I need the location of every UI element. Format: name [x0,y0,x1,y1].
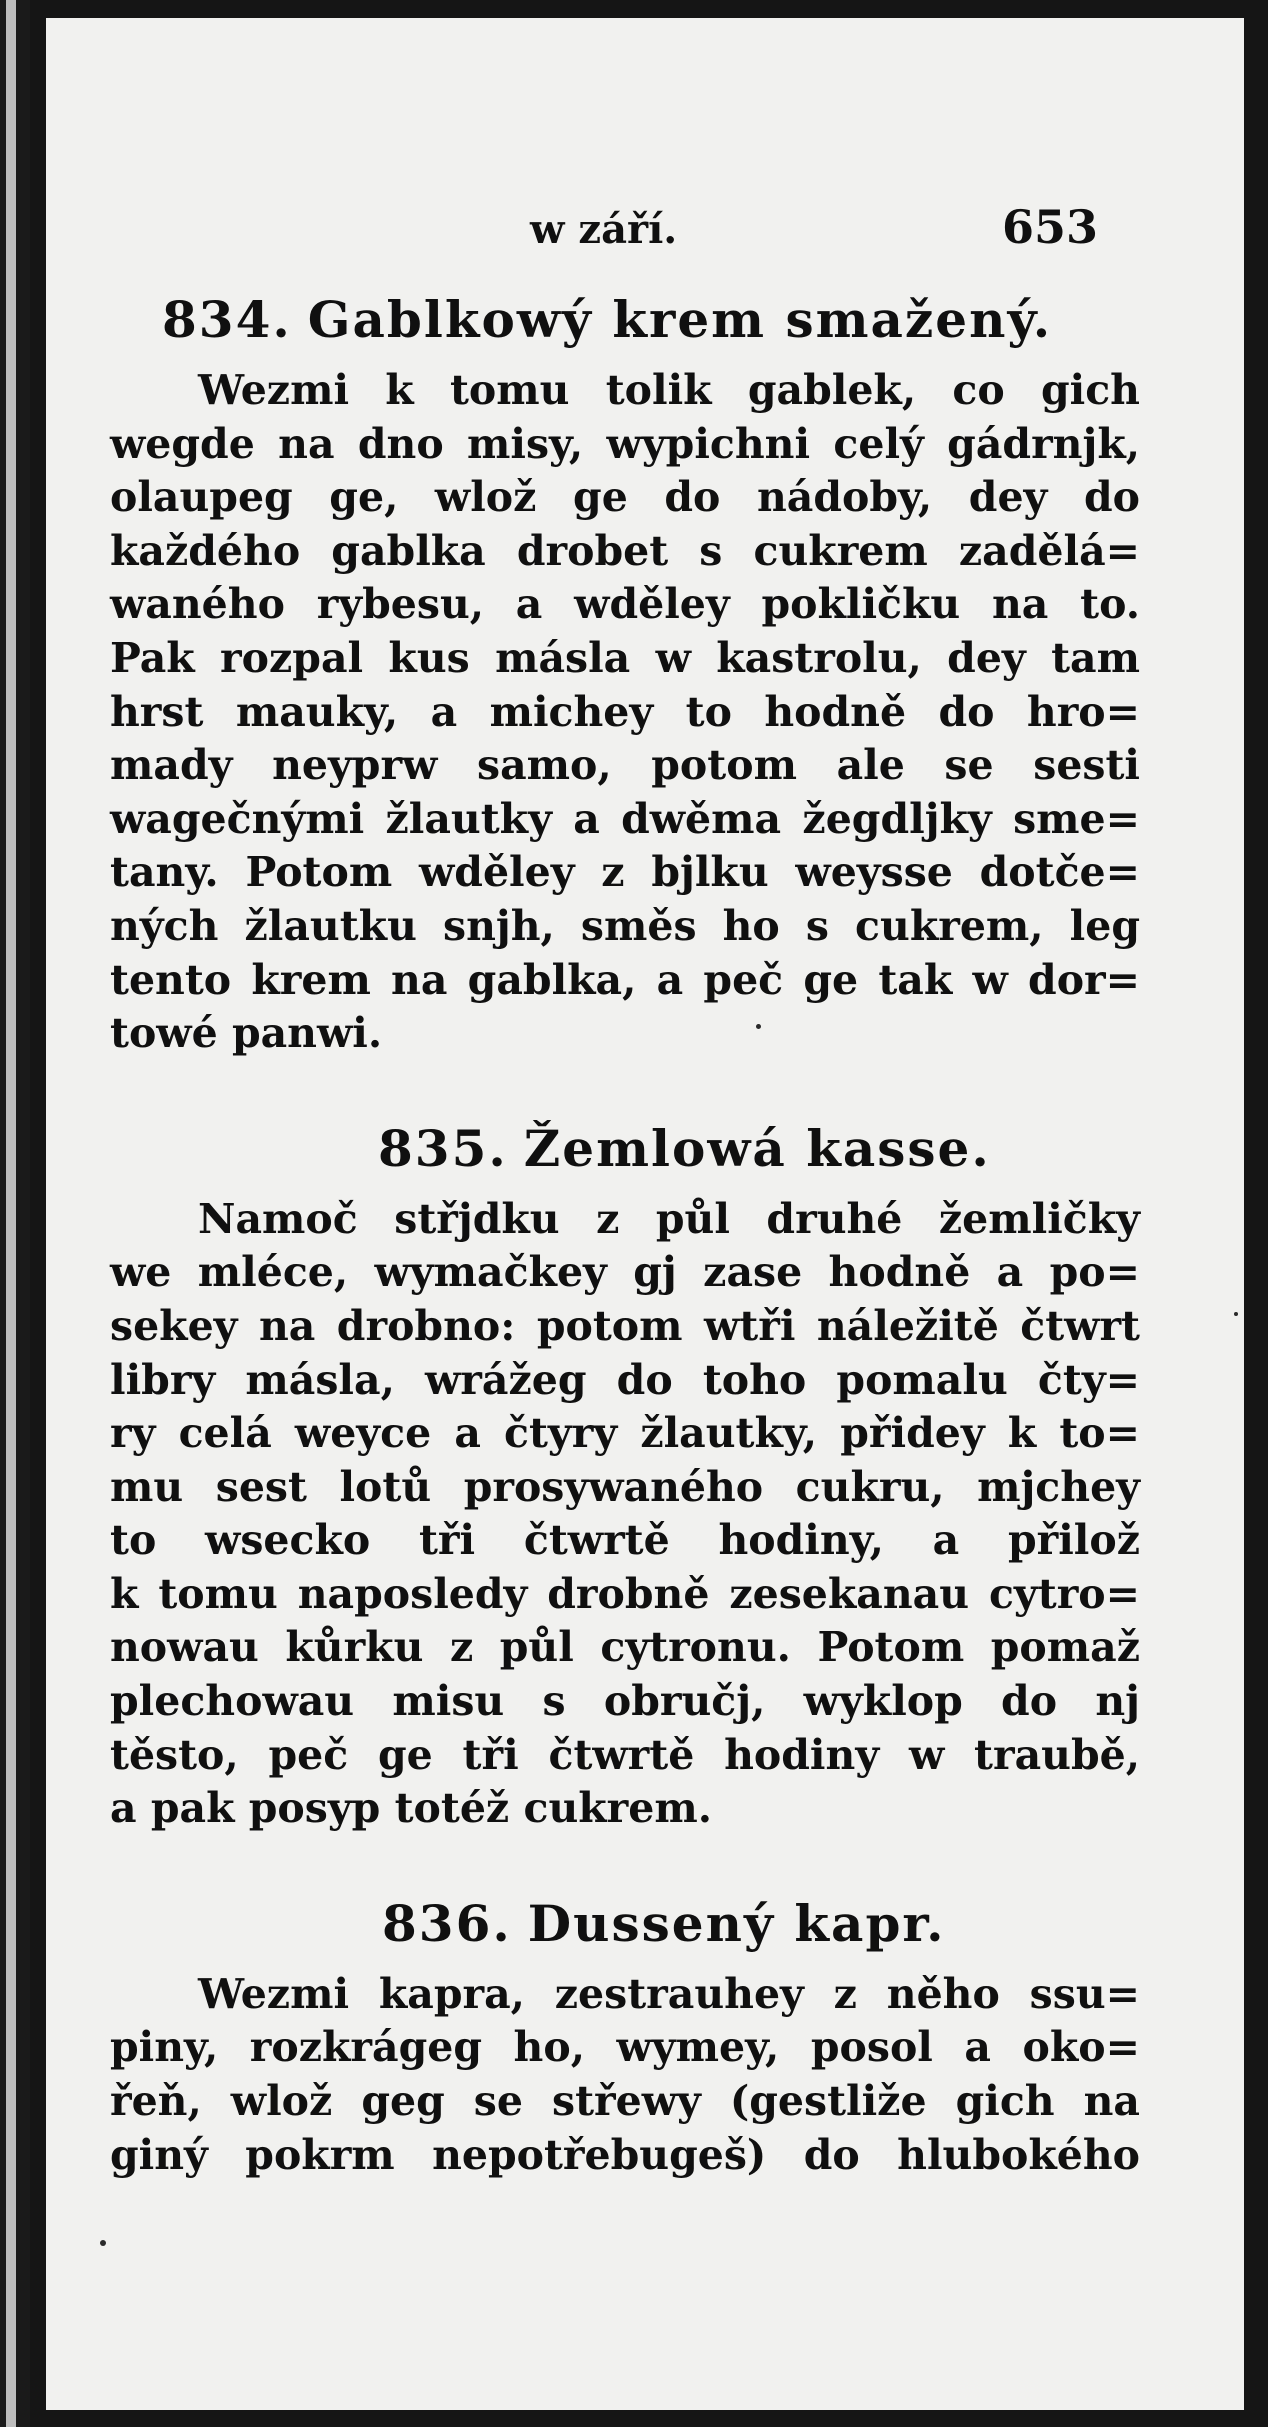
recipe-title: Dussený kapr. [527,1893,946,1953]
text-line: waného rybesu, a wděley pokličku na to. [110,580,1140,629]
text-line: mady neyprw samo, potom ale se sesti [110,741,1140,790]
recipe-835-text [110,1193,1140,1836]
text-line: Wezmi kapra, zestrauhey z něho ssu= [198,1969,1140,2018]
page-header [46,200,1244,266]
text-line: mu sest lotů prosywaného cukru, mjchey [110,1462,1140,1511]
running-head: w září. [530,206,678,253]
text-line: tany. Potom wděley z bjlku weysse dotče= [110,848,1140,897]
recipe-title: Žemlowá kasse. [523,1118,991,1178]
recipe-836-heading [110,1894,1140,1954]
previous-page-sliver [6,0,16,2427]
page-body [110,290,1140,2182]
text-line: ry celá weyce a čtyry žlautky, přidey k to= [110,1409,1140,1458]
text-line: wagečnými žlautky a dwěma žegdljky sme= [110,794,1140,843]
text-line: towé panwi. [110,1009,383,1058]
text-line: libry másla, wrážeg do toho pomalu čty= [110,1355,1140,1404]
ink-speck [1234,1312,1238,1316]
text-line: k tomu naposledy drobně zesekanau cytro= [110,1569,1140,1618]
page-number: 653 [1002,200,1099,254]
recipe-834-heading [110,290,1140,350]
recipe-number: 836. [382,1893,512,1953]
text-line: hrst mauky, a michey to hodně do hro= [110,687,1140,736]
text-line: wegde na dno misy, wypichni celý gádrnjk, [110,419,1140,468]
text-line: každého gablka drobet s cukrem zadělá= [110,526,1140,575]
text-line: we mléce, wymačkey gj zase hodně a po= [110,1248,1140,1297]
text-line: to wsecko tři čtwrtě hodiny, a přilož [110,1516,1140,1565]
text-line: piny, rozkrágeg ho, wymey, posol a oko= [110,2023,1140,2072]
recipe-number: 834. [162,290,292,349]
text-line: těsto, peč ge tři čtwrtě hodiny w traubě, [110,1730,1140,1779]
text-line: Wezmi k tomu tolik gablek, co gich [198,366,1140,414]
recipe-836-text [110,1968,1140,2182]
text-line: Pak rozpal kus másla w kastrolu, dey tam [110,633,1140,682]
binding-edge [0,0,30,2427]
text-line: tento krem na gablka, a peč ge tak w dor= [110,955,1140,1004]
book-page [46,18,1244,2410]
recipe-title: Gablkowý krem smažený. [307,290,1053,349]
text-line: plechowau misu s obručj, wyklop do nj [110,1677,1140,1726]
text-line: giný pokrm nepotřebugeš) do hlubokého [110,2130,1140,2179]
text-line: Namoč střjdku z půl druhé žemličky [198,1194,1140,1243]
text-line: sekey na drobno: potom wtři náležitě čtwrt [110,1301,1140,1350]
ink-speck [100,2240,106,2246]
text-line: a pak posyp totéž cukrem. [110,1784,713,1833]
text-line: olaupeg ge, wlož ge do nádoby, dey do [110,473,1140,522]
recipe-834-text [110,364,1140,1061]
recipe-835-heading [110,1119,1140,1179]
ink-speck [756,1024,761,1029]
recipe-number: 835. [378,1118,508,1178]
text-line: ných žlautku snjh, směs ho s cukrem, leg [110,901,1140,950]
text-line: řeň, wlož geg se střewy (gestliže gich na [110,2077,1140,2126]
text-line: nowau kůrku z půl cytronu. Potom pomaž [110,1623,1140,1672]
